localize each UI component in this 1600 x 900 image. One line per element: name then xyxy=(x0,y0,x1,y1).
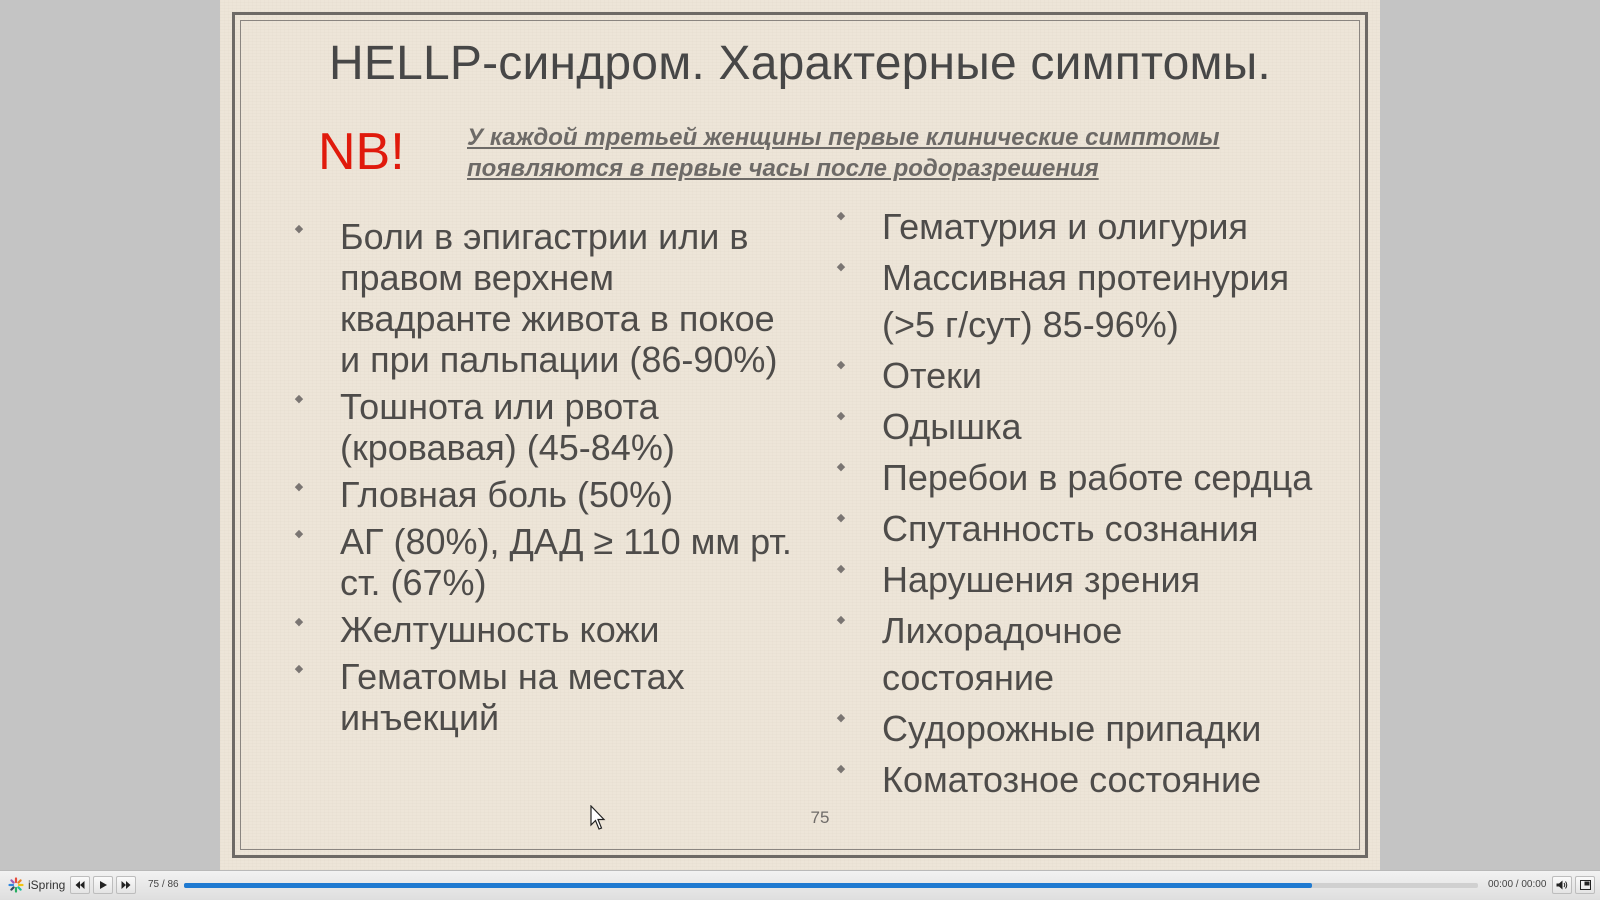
list-item xyxy=(836,756,1362,803)
list-item-text: Спутанность сознания xyxy=(882,508,1259,549)
list-item-text: Судорожные припадки xyxy=(882,708,1262,749)
list-item xyxy=(836,203,1362,250)
previous-slide-button[interactable] xyxy=(70,876,90,894)
note-line-2: появляются в первые часы после родоразрешения xyxy=(467,155,1099,182)
next-slide-button[interactable] xyxy=(116,876,136,894)
bullet-icon: ◆ xyxy=(294,528,304,540)
list-item xyxy=(294,216,780,380)
bullet-icon: ◆ xyxy=(294,481,304,493)
brand-label: iSpring xyxy=(28,878,66,892)
list-item-text: Желтушность кожи xyxy=(340,609,660,650)
list-item-text: Гематурия и олигурия xyxy=(882,206,1249,247)
list-item-text: Тошнота или рвота (кровавая) (45-84%) xyxy=(340,386,675,468)
bullet-icon: ◆ xyxy=(294,616,304,628)
slide-title: HELLP-синдром. Характерные симптомы. xyxy=(329,37,1271,90)
bullet-icon: ◆ xyxy=(836,261,846,273)
next-icon xyxy=(121,880,131,890)
list-item-text: Массивная протеинурия (>5 г/сут) 85-96%) xyxy=(882,257,1290,345)
nb-label: NB! xyxy=(318,123,405,181)
volume-icon xyxy=(1556,880,1568,890)
list-item xyxy=(836,705,1362,752)
symptom-list-right xyxy=(836,203,1362,807)
list-item xyxy=(836,454,1362,501)
list-item-text: Одышка xyxy=(882,406,1022,447)
bullet-icon: ◆ xyxy=(836,461,846,473)
bullet-icon: ◆ xyxy=(294,393,304,405)
list-item xyxy=(836,556,1362,603)
list-item-text: АГ (80%), ДАД ≥ 110 мм рт. ст. (67%) xyxy=(340,521,792,603)
list-item xyxy=(836,403,1362,450)
list-item-text: Нарушения зрения xyxy=(882,559,1201,600)
prev-icon xyxy=(75,880,85,890)
list-item-text: Боли в эпигастрии или в правом верхнем квадранте живота в покое и при пальпации (86-90%) xyxy=(340,216,778,380)
list-item xyxy=(836,352,1362,399)
bullet-icon: ◆ xyxy=(294,663,304,675)
bullet-icon: ◆ xyxy=(836,359,846,371)
list-item-text: Перебои в работе сердца xyxy=(882,457,1313,498)
list-item xyxy=(294,656,730,738)
play-button[interactable] xyxy=(93,876,113,894)
volume-button[interactable] xyxy=(1552,876,1572,894)
list-item-text: Гловная боль (50%) xyxy=(340,474,674,515)
note-line-1: У каждой третьей женщины первые клинические симптомы xyxy=(467,124,1220,151)
bullet-icon: ◆ xyxy=(836,563,846,575)
bullet-icon: ◆ xyxy=(836,614,846,626)
slide-page-number: 75 xyxy=(810,808,830,827)
list-item xyxy=(294,521,830,603)
bullet-icon: ◆ xyxy=(836,512,846,524)
progress-track[interactable] xyxy=(184,883,1478,888)
slide-counter: 75 / 86 xyxy=(148,879,179,890)
fullscreen-icon xyxy=(1580,880,1591,890)
bullet-icon: ◆ xyxy=(836,210,846,222)
player-controls-bar xyxy=(0,870,1600,900)
list-item xyxy=(294,386,760,468)
bullet-icon: ◆ xyxy=(836,712,846,724)
play-icon xyxy=(98,880,108,890)
list-item-text: Лихорадочное состояние xyxy=(882,610,1123,698)
mouse-cursor-icon xyxy=(590,805,606,831)
list-item xyxy=(836,505,1362,552)
ispring-logo-icon xyxy=(8,877,24,893)
list-item xyxy=(836,254,1342,348)
bullet-icon: ◆ xyxy=(294,223,304,235)
slide xyxy=(220,0,1380,870)
list-item xyxy=(836,607,1182,701)
progress-fill xyxy=(184,883,1312,888)
list-item-text: Коматозное состояние xyxy=(882,759,1262,800)
playback-time: 00:00 / 00:00 xyxy=(1488,879,1547,890)
list-item-text: Отеки xyxy=(882,355,982,396)
fullscreen-button[interactable] xyxy=(1575,876,1595,894)
bullet-icon: ◆ xyxy=(836,763,846,775)
note-text xyxy=(467,122,1307,184)
bullet-icon: ◆ xyxy=(836,410,846,422)
list-item-text: Гематомы на местах инъекций xyxy=(340,656,685,738)
